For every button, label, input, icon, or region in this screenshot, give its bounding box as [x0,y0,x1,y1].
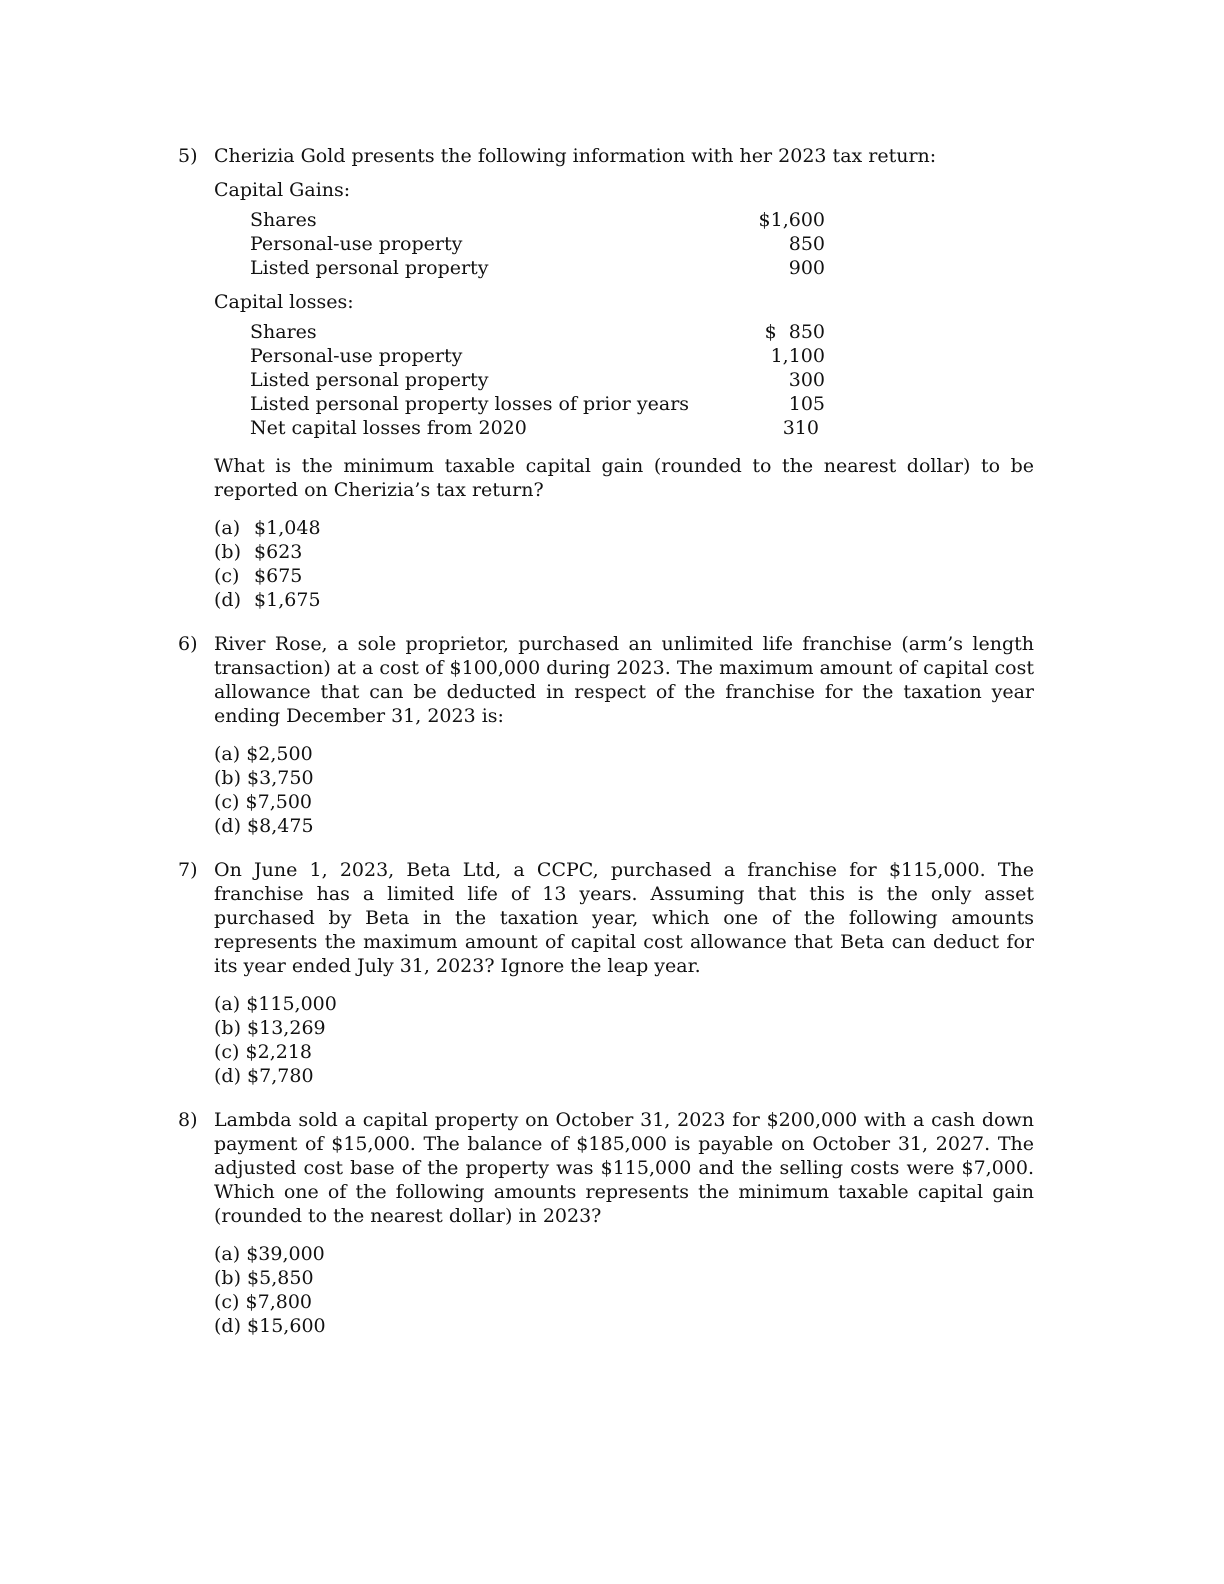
table-row [250,320,825,344]
option-text: $115,000 [246,993,337,1015]
question-body [214,144,1034,612]
question-text: Lambda sold a capital property on October 31, 2023 for $200,000 with a cash down payment of $15,000. The balance of $185,000 is payable on October 31, 2027. The adjusted cost base of the property was $115,000 and the selling costs were $7,000. Which one of the following amounts represents the minimum taxable capital gain (rounded to the nearest dollar) in 2023? [214,1109,1034,1227]
capital-gains-table [250,208,825,280]
table-row [250,256,825,280]
table-row [250,232,825,256]
answer-option-c[interactable] [214,564,1034,588]
question-prompt: What is the minimum taxable capital gain (rounded to the nearest dollar) to be reported on Cherizia’s tax return? [214,455,1034,501]
option-text: $623 [254,541,303,563]
item-label: Listed personal property losses of prior years [250,393,690,415]
answer-options [214,742,1034,838]
answer-option-a[interactable] [214,516,1034,540]
option-text: $7,500 [245,791,312,813]
losses-heading: Capital losses: [214,291,354,313]
item-label: Shares [250,321,317,343]
option-text: $2,218 [245,1041,312,1063]
option-text: $2,500 [246,743,313,765]
answer-option-d[interactable] [214,588,1034,612]
answer-options [214,1242,1034,1338]
item-label: Personal-use property [250,345,463,367]
capital-losses-table [250,320,825,440]
answer-option-b[interactable] [214,766,1034,790]
option-letter: (b) [214,1017,241,1039]
item-label: Personal-use property [250,233,463,255]
item-amount: 900 [788,257,825,279]
answer-option-d[interactable] [214,814,1034,838]
question-text: On June 1, 2023, Beta Ltd, a CCPC, purchased a franchise for $115,000. The franchise has a limited life of 13 years. Assuming that this is the only asset purchased by Beta in the taxation year, which one of the following amounts represents the maximum amount of capital cost allowance that Beta can deduct for its year ended July 31, 2023? Ignore the leap year. [214,859,1034,977]
option-letter: (a) [214,993,241,1015]
answer-option-d[interactable] [214,1064,1034,1088]
item-amount: $1,600 [758,209,825,231]
option-letter: (c) [214,565,240,587]
option-text: $8,475 [247,815,314,837]
answer-option-c[interactable] [214,790,1034,814]
option-letter: (b) [214,767,241,789]
option-letter: (c) [214,1041,240,1063]
table-row [250,344,825,368]
option-letter: (d) [214,1065,241,1087]
option-letter: (a) [214,743,241,765]
table-row [250,392,825,416]
item-amount: 105 [788,393,825,415]
option-letter: (c) [214,1291,240,1313]
option-text: $5,850 [247,1267,314,1289]
answer-option-c[interactable] [214,1040,1034,1064]
question-body [214,632,1034,838]
option-text: $3,750 [247,767,314,789]
question-body [214,1108,1034,1338]
option-letter: (a) [214,517,241,539]
answer-option-c[interactable] [214,1290,1034,1314]
question-intro: Cherizia Gold presents the following information with her 2023 tax return: [214,145,937,167]
question-number: 6) [178,633,198,655]
answer-option-a[interactable] [214,1242,1034,1266]
item-amount: $ 850 [764,321,825,343]
option-text: $15,600 [247,1315,326,1337]
option-text: $7,800 [245,1291,312,1313]
option-letter: (b) [214,1267,241,1289]
item-label: Listed personal property [250,257,489,279]
table-row [250,416,825,440]
answer-option-a[interactable] [214,742,1034,766]
option-text: $7,780 [247,1065,314,1087]
answer-option-b[interactable] [214,540,1034,564]
gains-heading: Capital Gains: [214,179,351,201]
option-letter: (d) [214,815,241,837]
option-text: $1,675 [254,589,321,611]
question-number: 5) [178,145,198,167]
option-text: $39,000 [246,1243,325,1265]
answer-option-b[interactable] [214,1016,1034,1040]
option-letter: (b) [214,541,241,563]
answer-option-a[interactable] [214,992,1034,1016]
answer-options [214,992,1034,1088]
option-letter: (c) [214,791,240,813]
question-text: River Rose, a sole proprietor, purchased an unlimited life franchise (arm’s length transaction) at a cost of $100,000 during 2023. The maximum amount of capital cost allowance that can be deducted in respect of the franchise for the taxation year ending December 31, 2023 is: [214,633,1034,727]
table-row [250,368,825,392]
option-letter: (d) [214,1315,241,1337]
question-number: 8) [178,1109,198,1131]
item-amount: 310 [782,417,825,439]
option-letter: (d) [214,589,241,611]
answer-option-b[interactable] [214,1266,1034,1290]
item-amount: 300 [788,369,825,391]
item-amount: 850 [788,233,825,255]
question-body [214,858,1034,1088]
answer-option-d[interactable] [214,1314,1034,1338]
option-text: $1,048 [254,517,321,539]
option-text: $675 [254,565,303,587]
option-letter: (a) [214,1243,241,1265]
table-row [250,208,825,232]
option-text: $13,269 [247,1017,326,1039]
question-number: 7) [178,859,198,881]
item-label: Listed personal property [250,369,489,391]
item-label: Net capital losses from 2020 [250,417,527,439]
answer-options [214,516,1034,612]
item-label: Shares [250,209,317,231]
item-amount: 1,100 [770,345,825,367]
